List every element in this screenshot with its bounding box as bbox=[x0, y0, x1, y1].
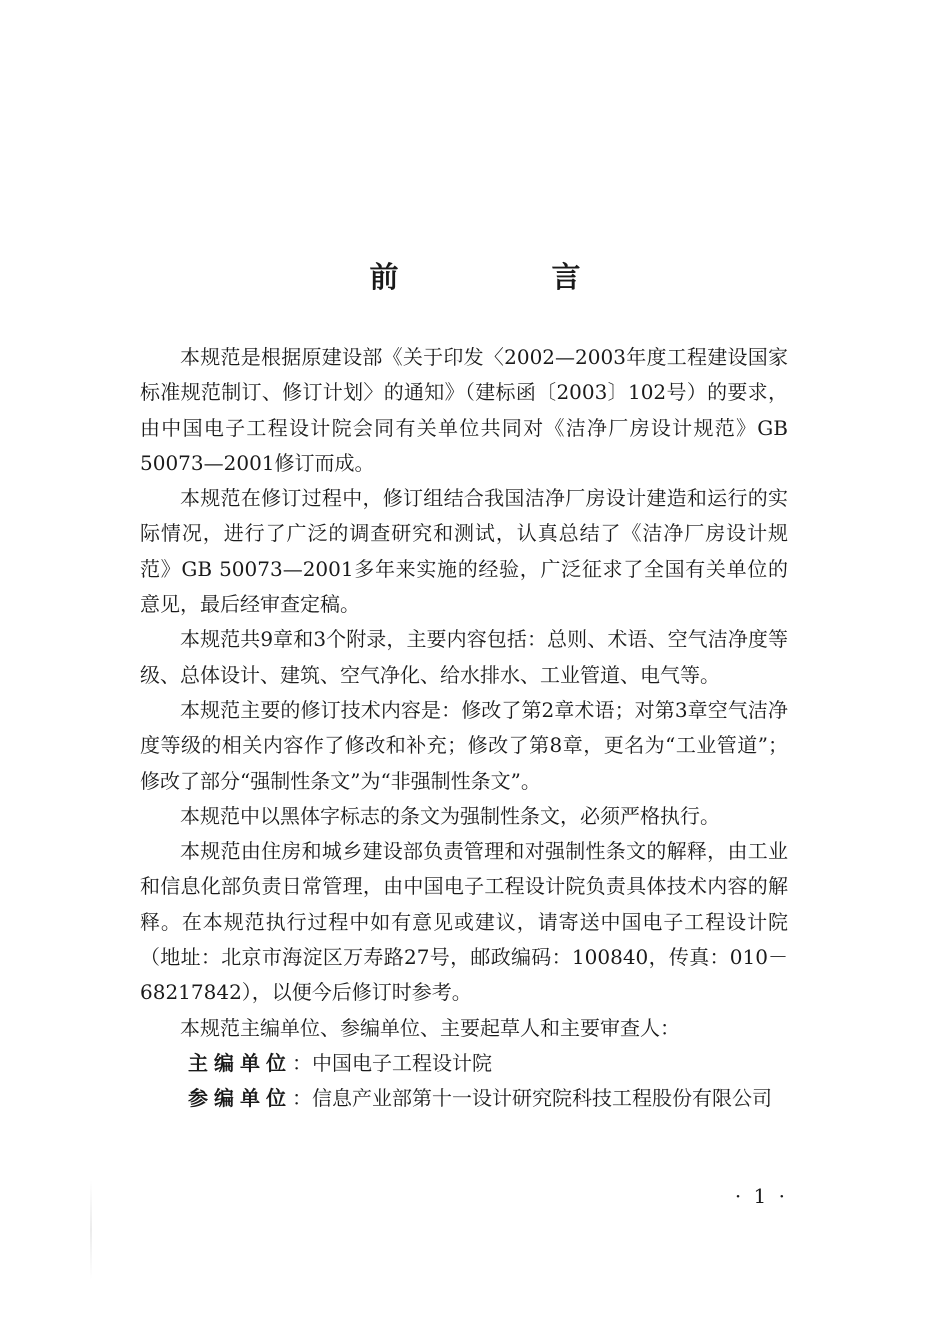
credit-participating-label: 参编单位 bbox=[188, 1086, 292, 1111]
paragraph-main-contents: 本规范共9章和3个附录，主要内容包括：总则、术语、空气洁净度等级、总体设计、建筑、空气净化、给水排水、工业管道、电气等。 bbox=[140, 627, 788, 687]
paragraph-revision-basis: 本规范是根据原建设部《关于印发〈2002—2003年度工程建设国家标准规范制订、修订计划〉的通知》（建标函〔2003〕102号）的要求，由中国电子工程设计院会同有关单位共同对《洁净厂房设计规范》GB 50073—2001修订而成。 bbox=[140, 345, 788, 475]
credit-chief-editor bbox=[140, 1046, 788, 1081]
preface-body bbox=[140, 340, 788, 1117]
paragraph-technical-changes: 本规范主要的修订技术内容是：修改了第2章术语；对第3章空气洁净度等级的相关内容作了修改和补充；修改了第8章，更名为“工业管道”；修改了部分“强制性条文”为“非强制性条文”。 bbox=[140, 697, 788, 793]
paragraph-revision-process: 本规范在修订过程中，修订组结合我国洁净厂房设计建造和运行的实际情况，进行了广泛的调查研究和测试，认真总结了《洁净厂房设计规范》GB 50073—2001多年来实施的经验，广泛征求了全国有关单位的意见，最后经审查定稿。 bbox=[140, 486, 788, 617]
credit-participating bbox=[140, 1081, 788, 1116]
page-title: 前 言 bbox=[369, 260, 643, 295]
credit-chief-value: 中国电子工程设计院 bbox=[312, 1050, 492, 1075]
paragraph-management-contact: 本规范由住房和城乡建设部负责管理和对强制性条文的解释，由工业和信息化部负责日常管理，由中国电子工程设计院负责具体技术内容的解释。在本规范执行过程中如有意见或建议，请寄送中国电子工程设计院（地址：北京市海淀区万寿路27号，邮政编码：100840，传真：010－68217842），以便今后修订时参考。 bbox=[140, 839, 788, 1005]
credit-chief-label: 主编单位 bbox=[188, 1050, 292, 1075]
scan-edge-mark bbox=[90, 1180, 92, 1280]
credit-participating-colon: ： bbox=[292, 1086, 312, 1111]
credit-chief-colon: ： bbox=[292, 1050, 312, 1075]
page-number: · 1 · bbox=[734, 1184, 788, 1208]
paragraph-mandatory-clauses: 本规范中以黑体字标志的条文为强制性条文，必须严格执行。 bbox=[180, 803, 720, 828]
paragraph-credits-intro: 本规范主编单位、参编单位、主要起草人和主要审查人： bbox=[180, 1015, 680, 1040]
credit-participating-value: 信息产业部第十一设计研究院科技工程股份有限公司 bbox=[312, 1086, 772, 1111]
